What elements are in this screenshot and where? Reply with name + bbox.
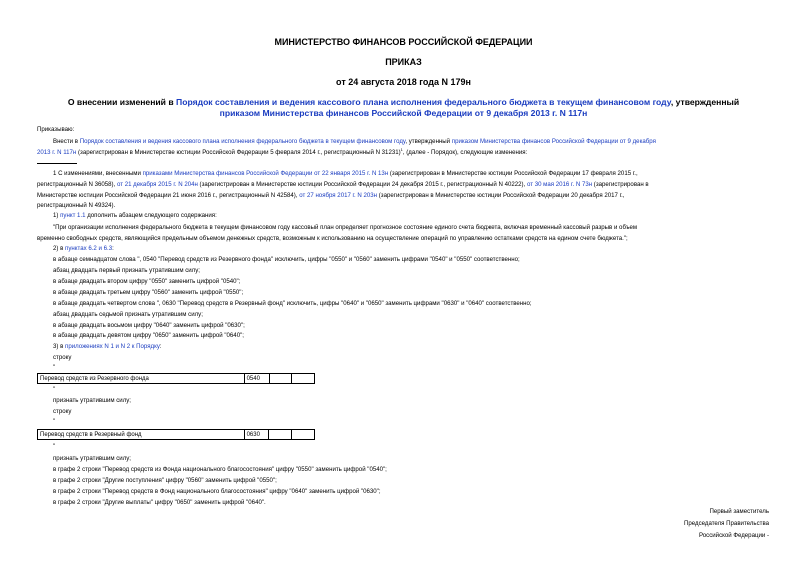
item-3 <box>53 343 162 351</box>
change-line-1: в абзаце семнадцатом слова ", 0540 "Перевод средств из Резервного фонда" исключить, цифры "0550" и "0560" заменить цифрами "0540" и "0550" соответственно; <box>53 256 520 263</box>
text: 2) в <box>53 245 66 252</box>
footnote-line2 <box>37 181 649 189</box>
prikazyvayu-text: Приказываю: <box>37 126 75 133</box>
text: Внести в <box>53 138 80 145</box>
graph-line-4: в графе 2 строки "Другие выплаты" цифру "0650" заменить цифрой "0640". <box>53 499 266 506</box>
quote-open: " <box>53 364 56 371</box>
quote-line1: "При организации исполнения федерального бюджета в текущем финансовом году кассовый план определяет прогнозное состояние единого счета бюджета, включая временный кассовый разрыв и объем <box>53 224 638 231</box>
link-poryadok[interactable]: Порядок составления и ведения кассового плана исполнения федерального бюджета в текущем финансовом году <box>79 138 406 145</box>
footnote-divider <box>37 163 77 164</box>
link-204n[interactable]: от 21 декабря 2015 г. N 204н <box>116 181 198 188</box>
stroku-text: строку <box>53 354 72 361</box>
row-name: Перевод средств из Резервного фонда <box>38 374 245 384</box>
row-name: Перевод средств в Резервный фонд <box>38 430 245 440</box>
text: дополнить абзацем следующего содержания: <box>85 212 217 219</box>
change-line-4: в абзаце двадцать третьем цифру "0560" заменить цифрой "0550"; <box>53 289 244 296</box>
link-punkt-1-1[interactable]: пункт 1.1 <box>60 212 86 219</box>
text: регистрационный N 36058), <box>37 181 117 188</box>
text: 1) <box>53 212 61 219</box>
empty-cell <box>292 430 315 440</box>
document-title-line1 <box>0 97 807 107</box>
row-code: 0540 <box>244 374 269 384</box>
text: : <box>112 245 114 252</box>
date-number-heading: от 24 августа 2018 года N 179н <box>336 77 471 87</box>
paragraph-1-line2 <box>37 146 527 157</box>
graph-line-3: в графе 2 строки "Перевод средств в Фонд национального благосостояния" цифру "0640" заменить цифрой "0630"; <box>53 488 381 495</box>
text: (зарегистрирован в Министерстве юстиции Российской Федерации 20 декабря 2017 г., <box>377 192 625 199</box>
change-line-8: в абзаце двадцать девятом цифру "0650" заменить цифрой "0640"; <box>53 332 244 339</box>
link-prikaz-117n[interactable]: приказом Министерства финансов Российской Федерации от 9 декабря <box>451 138 656 145</box>
item-1 <box>53 212 217 220</box>
table-fragment-2 <box>37 429 315 440</box>
link-punkty-6-2-6-3[interactable]: пунктах 6.2 и 6.3 <box>65 245 113 252</box>
graph-line-2: в графе 2 строки "Другие поступления" цифру "0560" заменить цифрой "0550"; <box>53 477 277 484</box>
text: , (далее - Порядок), следующие изменения: <box>402 149 528 157</box>
empty-cell <box>292 374 315 384</box>
title-text-post: , утвержденный <box>670 97 740 107</box>
footnote-line4: регистрационный N 49324). <box>37 202 116 209</box>
empty-cell <box>269 374 292 384</box>
signature-line-1: Первый заместитель <box>709 508 769 515</box>
link-13n[interactable]: приказами Министерства финансов Российской Федерации от 22 января 2015 г. N 13н <box>142 170 389 177</box>
text: 3) в <box>53 343 66 350</box>
text: Министерстве юстиции Российской Федерации 21 июня 2016 г., регистрационный N 42584), <box>37 192 300 199</box>
change-line-2: абзац двадцать первый признать утратившим силу; <box>53 267 200 274</box>
row-code: 0630 <box>244 430 269 440</box>
link-prikaz-117n-cont[interactable]: 2013 г. N 117н <box>37 149 77 157</box>
text: 1 С изменениями, внесенными <box>53 170 143 177</box>
text: (зарегистрирован в <box>592 181 649 188</box>
text: (зарегистрирован в Министерстве юстиции Российской Федерации 5 февраля 2014 г., регистрационный N 31231) <box>76 149 401 157</box>
table-row <box>38 430 315 440</box>
text: , утвержденный <box>405 138 452 145</box>
item-2 <box>53 245 114 253</box>
title-link-prikaz[interactable]: приказом Министерства финансов Российской Федерации от 9 декабря 2013 г. N 117н <box>219 108 588 118</box>
doc-type-heading: ПРИКАЗ <box>385 57 422 67</box>
stroku-text-2: строку <box>53 408 72 415</box>
quote-open-2: " <box>53 418 56 425</box>
signature-line-2: Председателя Правительства <box>684 520 769 527</box>
paragraph-1-line1 <box>53 138 656 146</box>
table-row <box>38 374 315 384</box>
empty-cell <box>269 430 292 440</box>
text: (зарегистрирован в Министерстве юстиции Российской Федерации 17 февраля 2015 г., <box>388 170 638 177</box>
footnote-line3 <box>37 192 624 200</box>
graph-line-1: в графе 2 строки "Перевод средств из Фонда национального благосостояния" цифру "0550" заменить цифрой "0540"; <box>53 466 387 473</box>
link-203n[interactable]: от 27 ноября 2017 г. N 203н <box>299 192 378 199</box>
document-title-line2 <box>0 108 807 118</box>
lose-force-1: признать утратившим силу; <box>53 397 132 404</box>
table-fragment-1 <box>37 373 315 384</box>
footnote-line1 <box>53 170 638 178</box>
change-line-3: в абзаце двадцать втором цифру "0550" заменить цифрой "0540"; <box>53 278 241 285</box>
signature-line-3: Российской Федерации - <box>699 532 769 539</box>
text: (зарегистрирован в Министерстве юстиции Российской Федерации 24 декабря 2015 г., регистрационный N 40222), <box>197 181 527 188</box>
quote-close: " <box>53 386 56 393</box>
title-link-poryadok[interactable]: Порядок составления и ведения кассового плана исполнения федерального бюджета в текущем финансовом году <box>176 97 671 107</box>
link-prilozheniya[interactable]: приложениях N 1 и N 2 к Порядку <box>65 343 160 350</box>
change-line-5: в абзаце двадцать четвертом слова ", 0630 "Перевод средств в Резервный фонд" исключить, цифры "0640" и "0650" заменить цифрами "0630" и "0640" соответственно; <box>53 300 532 307</box>
text: : <box>159 343 162 350</box>
footnote-ref: 1 <box>400 147 403 152</box>
link-73n[interactable]: от 30 мая 2016 г. N 73н <box>526 181 593 188</box>
quote-line2: временно свободных средств, являющийся предельным объемом денежных средств, возможным к использованию на осуществление операций по управлению остатками средств на едином счете бюджета."; <box>37 235 628 242</box>
change-line-6: абзац двадцать седьмой признать утратившим силу; <box>53 311 203 318</box>
title-text: О внесении изменений в <box>67 97 177 107</box>
lose-force-2: признать утратившим силу; <box>53 455 132 462</box>
change-line-7: в абзаце двадцать восьмом цифру "0640" заменить цифрой "0630"; <box>53 322 245 329</box>
quote-close-2: " <box>53 443 56 450</box>
ministry-heading: МИНИСТЕРСТВО ФИНАНСОВ РОССИЙСКОЙ ФЕДЕРАЦИИ <box>274 37 533 47</box>
